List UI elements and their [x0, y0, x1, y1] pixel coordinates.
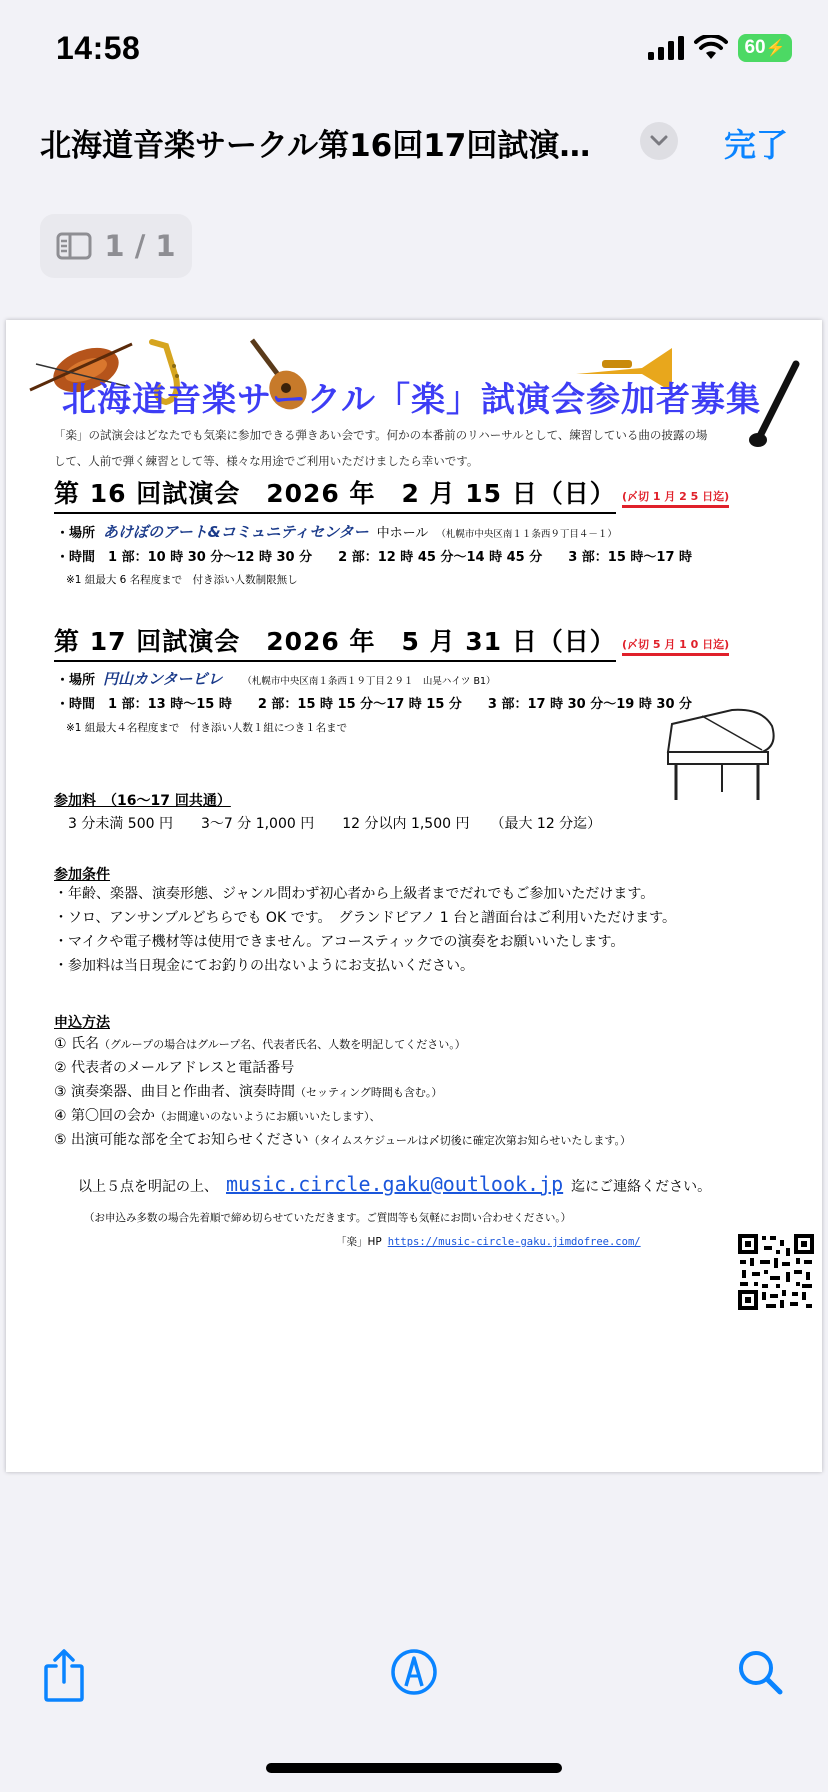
apply-item — [54, 1032, 466, 1057]
condition-item: ・参加料は当日現金にてお釣りの出ないようにお支払いください。 — [54, 958, 474, 974]
sidebar-icon — [56, 232, 92, 260]
time-slots: 1 部：10 時 30 分～12 時 30 分 2 部：12 時 45 分～14 時 45 分 3 部：15 時～17 時 — [108, 550, 693, 565]
apply-item — [54, 1104, 381, 1129]
apply-footnote: （お申込み多数の場合先着順で締め切らせていただきます。ご質問等も気軽にお問い合わせください。） — [84, 1212, 572, 1224]
fee-heading: 参加料 （16～17 回共通） — [54, 793, 231, 809]
concert-17-venue — [56, 668, 496, 689]
cellular-signal-icon — [648, 36, 684, 60]
concert-16-note: ※1 組最大 6 名程度まで 付き添い人数制限無し — [66, 574, 298, 586]
intro-line: 「楽」の試演会はどなたでも気楽に参加できる弾きあい会です。何かの本番前のリハーサルとして、練習している曲の披露の場 — [54, 428, 708, 442]
email-line — [78, 1172, 711, 1196]
page-count: 1 / 1 — [104, 229, 176, 263]
concert-16-heading: 第 16 回試演会 2026 年 2 月 15 日（日） — [54, 474, 616, 514]
pdf-page[interactable] — [6, 320, 822, 1472]
venue-address: （札幌市中央区南１条西１９丁目２９１ 山晃ハイツ B1） — [242, 676, 496, 687]
concert-16-time — [56, 546, 692, 565]
venue-name: あけぼのアート&コミュニティセンター — [103, 523, 369, 541]
concert-16-deadline: (〆切 1 月 2 5 日迄) — [622, 488, 729, 508]
email-suffix: 迄にご連絡ください。 — [571, 1179, 712, 1195]
time-label: ・時間 — [56, 697, 96, 712]
venue-address: （札幌市中央区南１１条西９丁目４－１） — [436, 529, 617, 540]
wifi-icon — [694, 35, 728, 61]
venue-name: 円山カンタービレ — [103, 670, 223, 688]
apply-item-main: ③ 演奏楽器、曲目と作曲者、演奏時間 — [54, 1084, 295, 1100]
apply-item — [54, 1080, 442, 1105]
qr-code-icon — [736, 1232, 816, 1312]
page-indicator[interactable] — [40, 214, 192, 278]
apply-item-main: ① 氏名 — [54, 1036, 100, 1052]
venue-hall: 中ホール — [376, 526, 429, 541]
flyer-intro — [54, 422, 754, 474]
concert-16-venue — [56, 521, 617, 542]
flyer-title: 北海道音楽サークル「楽」試演会参加者募集 — [62, 380, 761, 420]
status-time: 14:58 — [56, 30, 141, 66]
concert-17-note: ※1 組最大４名程度まで 付き添い人数１組につき１名まで — [66, 722, 348, 734]
status-icons — [648, 34, 792, 62]
apply-item-note: （セッティング時間も含む。） — [295, 1086, 443, 1099]
share-button[interactable] — [42, 1648, 86, 1706]
search-icon — [736, 1648, 784, 1696]
time-slots: 1 部：13 時～15 時 2 部：15 時 15 分～17 時 15 分 3 部：17 時 30 分～19 時 30 分 — [108, 697, 693, 712]
title-menu-button[interactable] — [640, 122, 678, 160]
concert-17-time — [56, 693, 692, 712]
markup-button[interactable] — [390, 1648, 438, 1700]
homepage-label: 「楽」HP — [336, 1236, 382, 1248]
fee-detail: 3 分未満 500 円 3～7 分 1,000 円 12 分以内 1,500 円 （最大 12 分迄） — [68, 816, 602, 832]
battery-level: 60 — [744, 37, 766, 58]
apply-item-main: ② 代表者のメールアドレスと電話番号 — [54, 1060, 295, 1076]
condition-item: ・マイクや電子機材等は使用できません。アコースティックでの演奏をお願いいたします。 — [54, 934, 625, 950]
document-title[interactable]: 北海道音楽サークル第16回17回試演… — [40, 128, 591, 164]
apply-heading: 申込方法 — [54, 1015, 110, 1031]
markup-icon — [390, 1648, 438, 1696]
apply-item-note: （お間違いのないようにお願いいたします）、 — [155, 1110, 381, 1123]
chevron-down-icon — [650, 135, 668, 147]
battery-indicator — [738, 34, 792, 62]
apply-item — [54, 1128, 631, 1153]
apply-item-note: （グループの場合はグループ名、代表者氏名、人数を明記してください。） — [99, 1038, 466, 1051]
condition-item: ・ソロ、アンサンブルどちらでも OK です。 グランドピアノ 1 台と譜面台はご利用いただけます。 — [54, 910, 677, 926]
bottom-toolbar — [0, 1620, 828, 1740]
homepage-link[interactable]: https://music-circle-gaku.jimdofree.com/ — [387, 1236, 641, 1248]
apply-item-note: （タイムスケジュールは〆切後に確定次第お知らせいたします。） — [308, 1134, 632, 1147]
concert-17-heading: 第 17 回試演会 2026 年 5 月 31 日（日） — [54, 622, 616, 662]
apply-item — [54, 1056, 294, 1080]
home-indicator[interactable] — [266, 1763, 562, 1773]
nav-bar — [0, 112, 828, 172]
apply-item-main: ④ 第〇回の会か — [54, 1108, 156, 1124]
email-link[interactable]: music.circle.gaku@outlook.jp — [226, 1172, 564, 1196]
search-button[interactable] — [736, 1648, 784, 1700]
condition-item: ・年齢、楽器、演奏形態、ジャンル問わず初心者から上級者までだれでもご参加いただけます。 — [54, 886, 655, 902]
grand-piano-icon — [662, 700, 782, 810]
venue-label: ・場所 — [56, 526, 96, 541]
done-button[interactable]: 完了 — [723, 126, 788, 164]
email-prefix: 以上５点を明記の上、 — [78, 1179, 218, 1195]
status-bar — [0, 0, 828, 100]
venue-label: ・場所 — [56, 673, 96, 688]
share-icon — [42, 1648, 86, 1702]
apply-item-main: ⑤ 出演可能な部を全てお知らせください — [54, 1132, 309, 1148]
charging-bolt-icon: ⚡ — [765, 40, 786, 57]
concert-17-deadline: (〆切 5 月 1 0 日迄) — [622, 636, 729, 656]
time-label: ・時間 — [56, 550, 96, 565]
homepage-line — [336, 1234, 641, 1249]
intro-line: して、人前で弾く練習として等、様々な用途でご利用いただけましたら幸いです。 — [54, 454, 479, 468]
conditions-heading: 参加条件 — [54, 867, 110, 883]
